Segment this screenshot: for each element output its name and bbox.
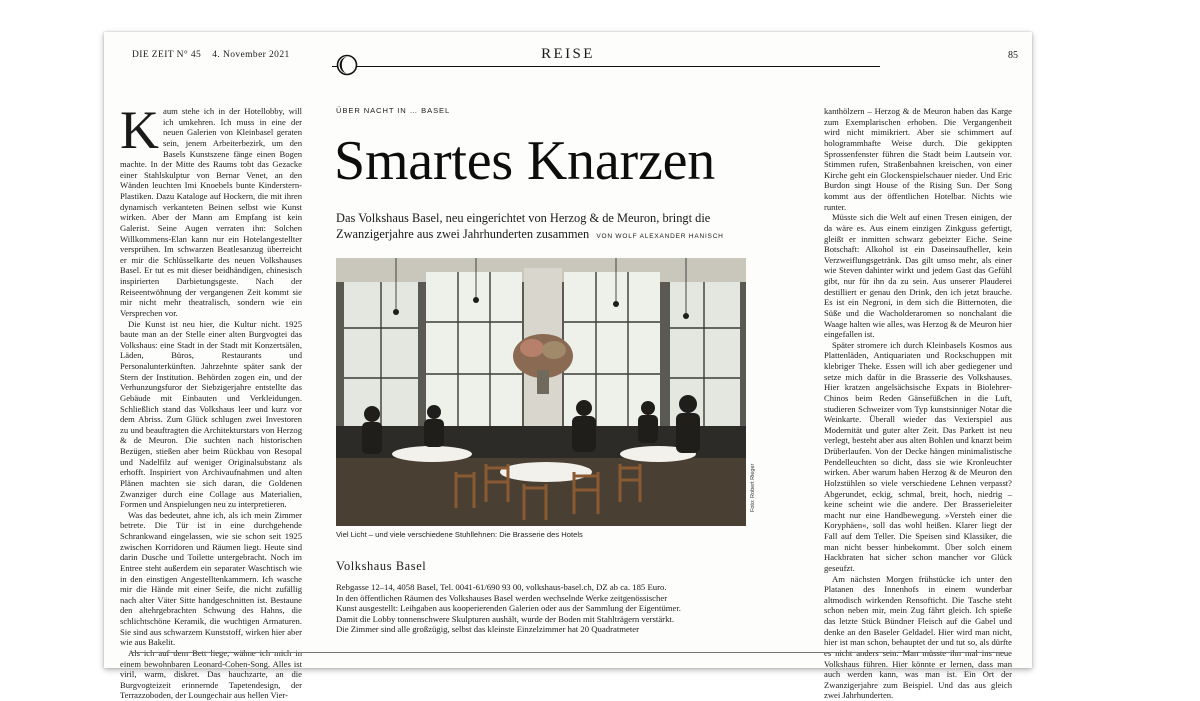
body-paragraph: kanthölzern – Herzog & de Meuron haben das Karge zum Exemplarischen erhoben. Die Vergangenheit wird nicht mimikriert. Aber sie schimmert auf hologrammhafte Weise durch. Die gekippten Sprossenfenster führen die Stadt beim Lautsein vor. Stimmen rufen, Straßenbahnen kreischen, von einer Kirche geht ein Glockenspielschauer nieder. Und Eric Burdon singt House of the Rising Sun. Der Song kommt aus der öffentlichen Hotelbar. Nichts wie runter. [824, 106, 1012, 212]
body-paragraph: aum stehe ich in der Hotellobby, will ich umkehren. Ich muss in eine der neuen Galerien von Kleinbasel geraten sein, jenem Arbeiterbezirk, um den Basels Kunstszene fänge einen Bogen machte. In der Mitte des Raums tobt das Gezacke einer Stahlskulptur von Bernar Venet, an den Wänden leuchten Imi Knoebels bunte Kinderstern-Plastiken. Dazu Kataloge auf Hockern, die mit ihren dynamisch verkanteten Beinen selbst wie Kunst wirken. Aber der Mann am Empfang ist kein Galerist. Seine Augen verraten ihn: Solchen Willkommens-Elan kann nur ein Hotelangestellter versprühen. Im schwarzen Beatlesanzug überreicht er mir die Schlüsselkarte des neuen Volkshauses Basel. Er tut es mit dieser beidhändigen, chinesisch inspirierten Darbietungsgeste. Nach der Reiseentwöhnung der vergangenen Zeit kommt sie mir nicht mehr theatralisch, sondern wie ein Versprechen vor. [120, 106, 302, 319]
drop-cap: K [120, 106, 163, 152]
info-box-title: Volkshaus Basel [336, 559, 426, 574]
article-headline: Smartes Knarzen [334, 128, 715, 194]
header-rule [332, 66, 880, 67]
info-line: In den öffentlichen Räumen des Volkshauses Basel werden wechselnde Werke zeitgenössischer [336, 593, 756, 604]
article-column-right [824, 106, 1012, 648]
page-number: 85 [1008, 50, 1018, 61]
deck-text: Das Volkshaus Basel, neu eingerichtet von Herzog & de Meuron, bringt die Zwanzigerjahre aus zwei Jahrhunderten zusammen [336, 211, 710, 241]
article-deck [336, 210, 756, 245]
photo-credit: Foto: Robert Rieger [750, 464, 756, 512]
body-paragraph: Die Kunst ist neu hier, die Kultur nicht. 1925 baute man an der Stelle einer alten Burgvogtei das Volkshaus: eine Stadt in der Stadt mit Konzertsälen, Läden, Büros, Restaurants und Personalunterkünften. Jahrzehnte später sank der Stern der Institution. Behörden zogen ein, und der Verhunzungsfuror der Siebzigerjahre entstellte das Gebäude mit Einbauten und Verkleidungen. Schließlich stand das Volkshaus leer und kurz vor dem Abriss. Zum Glück schlugen zwei Investoren zu und beauftragten die Architekturstars von Herzog & de Meuron. Die suchten nach historischen Bezügen, stießen aber beim Rückbau von Resopal und Nadelfilz auf weniger Originalsubstanz als erhofft. Inspiriert von Archivaufnahmen und alten Plänen machten sie sich daran, die Goldenen Zwanziger durch eine Collage aus Materialien, Formen und Anspielungen neu zu interpretieren. [120, 319, 302, 510]
info-line: Die Zimmer sind alle großzügig, selbst das kleinste Einzelzimmer hat 20 Quadratmeter [336, 624, 756, 635]
info-line: Rebgasse 12–14, 4058 Basel, Tel. 0041-61/690 93 00, volkshaus-basel.ch, DZ ab ca. 185 Euro. [336, 582, 756, 593]
body-paragraph: Müsste sich die Welt auf einen Tresen einigen, der da wäre es. Aus einem einzigen Zinkguss gefertigt, gleißt er inmitten schwarz gebeizter Eiche. Seine Botschaft: Alkohol ist ein Daseinsaufheller, kein Verzweiflungsgetränk. Das gilt umso mehr, als einer wie Steven dahinter wirkt und jedem Gast das Gefühl gibt, nur für ihn da zu sein. Aus unserer Plauderei destilliert er genau den Drink, den ich jetzt brauche. Es ist ein Negroni, in dem sich die Bitternoten, die Süße und die Wacholderaromen so nonchalant die Waage halten wie alles, was Herzog & de Meuron hier eingefallen ist. [824, 212, 1012, 340]
photo-illustration [336, 258, 746, 526]
body-paragraph: Am nächsten Morgen frühstücke ich unter den Platanen des Innenhofs in einem wunderbar altmodisch wirkenden Rensofticht. Die Tasche steht schon neben mir, mein Zug fährt gleich. Ich spieße das letzte Stück Bündner Fleisch auf die Gabel und denke an den Baseler Geldadel. Hier wird man nicht, hier ist man schon, behauptet der und tut so, als dürfte es nicht anders sein. Man müsste ihn mal ins neue Volkshaus führen. Hier könnte er lernen, dass man auch werden kann, was man ist. Ein Ort der Zwanzigerjahre zum Beispiel. Und das aus gleich zwei Jahrhunderten. [824, 574, 1012, 701]
body-paragraph: Als ich auf dem Bett liege, wähne ich mich in einem bewohnbaren Leonard-Cohen-Song. Alles ist viril, warm, diskret. Das hauchzarte, an die Burgvogteizeit erinnernde Tapetendesign, der Terrazzoboden, der Loungechair aus hellen Vier- [120, 648, 302, 701]
info-line: Damit die Lobby tonnenschwere Skulpturen aushält, wurde der Boden mit Stahlträgern verstärkt. [336, 614, 756, 625]
body-paragraph: Später stromere ich durch Kleinbasels Kosmos aus Plattenläden, Antiquariaten und Rockschuppen mit klebriger Theke. Essen will ich aber gediegener und setze mich dafür in die Brasserie des Volkshauses. Hier kratzen angelsächsische Expats in Biolehrer-Chinos beim Reden Gänsefüßchen in die Luft, studieren Schweizer vom Typ kunstsinniger Notar die Weinkarte. Überall wieder das Vexierspiel aus Modernität und guter alter Zeit. Das Parkett ist neu verlegt, besteht aber aus alten Bohlen und knarzt beim Drüberlaufen. Von der Decke hängen minimalistische Pendelleuchten so dicht, dass sie wie Kronleuchter wirken. Aber warum haben Herzog & de Meuron den Holzstühlen so viele verschiedene Lehnen verpasst? Abgerundet, eckig, schmal, breit, hoch, niedrig – keine scheint wie die andere. Der Brasserieleiter macht nur eine Handbewegung. »Versteh einer die Koryphäen«, soll das wohl heißen. Klarer liegt der Fall auf dem Teller. Die Speisen sind Klassiker, die man nicht besser hinbekommt. Über solch einem Hackbraten hat sicher schon mancher vor Glück geseufzt. [824, 340, 1012, 574]
body-paragraph: Was das bedeutet, ahne ich, als ich mein Zimmer betrete. Die Tür ist in eine durchgehende Schrankwand eingelassen, wie sie schon seit 1925 zwischen Korridoren und Räumen liegt. Heute sind darin Dusche und Toilette untergebracht. Noch im Entree steht außerdem ein separater Waschtisch wie in den einstigen Angestelltenkammern. Ich wasche mir die Hände mit einer Seife, die nicht zufällig nach alter Väter Sitte handgeschnitten ist. Bestaune den altehrgebrachten Schwung des Hahns, die schlichtschöne Keramik, die wuchtigen Armaturen. Sie sind aus schwarzem Kunststoff, wirken hier aber wie aus Bakelit. [120, 510, 302, 648]
section-title: REISE [104, 46, 1032, 63]
info-line: Kunst ausgestellt: Leihgaben aus kooperierenden Galerien oder aus der Sammlung der Eigentümer. [336, 603, 756, 614]
issue-number: N° 45 [177, 50, 202, 60]
article-kicker: ÜBER NACHT IN … BASEL [336, 106, 450, 115]
issue-date: 4. November 2021 [212, 50, 289, 60]
footer-rule [132, 652, 1004, 653]
photo-caption: Viel Licht – und viele verschiedene Stuhllehnen: Die Brasserie des Hotels [336, 530, 583, 539]
brasserie-photo [336, 258, 746, 526]
byline: VON WOLF ALEXANDER HANISCH [596, 233, 723, 240]
newspaper-page [104, 32, 1032, 668]
publication-name: DIE ZEIT [132, 50, 174, 60]
article-column-left [120, 106, 302, 648]
info-box-body [336, 582, 756, 635]
